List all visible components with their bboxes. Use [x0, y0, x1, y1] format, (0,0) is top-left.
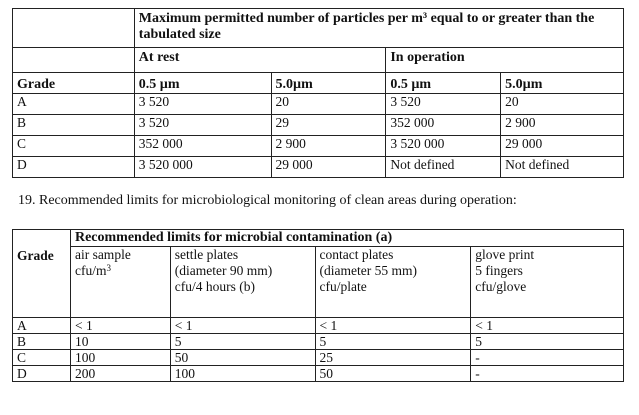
grade-header: Grade: [13, 230, 71, 318]
value-cell: < 1: [170, 318, 315, 334]
value-cell: < 1: [315, 318, 471, 334]
value-cell: 100: [170, 366, 315, 382]
glove-print-header: [471, 247, 624, 318]
value-cell: Not defined: [386, 157, 501, 178]
grade-cell: D: [13, 366, 71, 382]
size-header: 5.0µm: [501, 73, 624, 94]
value-cell: 25: [315, 350, 471, 366]
value-cell: 2 900: [501, 115, 624, 136]
table-row: [13, 136, 624, 157]
glove-print-fingers: 5 fingers: [475, 263, 523, 278]
grade-header: Grade: [13, 73, 135, 94]
table-row: [13, 115, 624, 136]
value-cell: 29 000: [501, 136, 624, 157]
settle-plates-unit: cfu/4 hours (b): [174, 279, 256, 294]
contact-plates-header: [315, 247, 471, 318]
contact-plates-label: contact plates: [319, 247, 394, 262]
table-row: [13, 366, 624, 382]
particle-table-header: Maximum permitted number of particles per m³ equal to or greater than the tabulated size: [134, 9, 623, 48]
microbial-table-header: Recommended limits for microbial contamination (a): [70, 230, 623, 247]
value-cell: 200: [70, 366, 170, 382]
at-rest-header: At rest: [134, 48, 386, 73]
air-sample-unit: cfu/$m^3$: [74, 263, 111, 278]
particle-limits-table: [12, 8, 624, 178]
grade-cell: A: [13, 318, 71, 334]
table-row: [13, 334, 624, 350]
value-cell: 10: [70, 334, 170, 350]
value-cell: < 1: [471, 318, 624, 334]
grade-cell: C: [13, 136, 135, 157]
grade-cell: B: [13, 115, 135, 136]
value-cell: 50: [170, 350, 315, 366]
value-cell: 3 520: [134, 94, 271, 115]
glove-print-label: glove print: [475, 247, 535, 262]
in-operation-header: In operation: [386, 48, 624, 73]
size-header: 5.0µm: [271, 73, 386, 94]
table-row: [13, 94, 624, 115]
value-cell: 100: [70, 350, 170, 366]
value-cell: 3 520 000: [134, 157, 271, 178]
settle-plates-label: settle plates: [174, 247, 239, 262]
value-cell: 20: [501, 94, 624, 115]
contact-plates-unit: cfu/plate: [319, 279, 367, 294]
table-row: [13, 318, 624, 334]
value-cell: 29: [271, 115, 386, 136]
settle-plates-diameter: (diameter 90 mm): [174, 263, 273, 278]
value-cell: 352 000: [386, 115, 501, 136]
value-cell: 352 000: [134, 136, 271, 157]
value-cell: -: [471, 366, 624, 382]
blank-cell: [13, 48, 135, 73]
value-cell: 20: [271, 94, 386, 115]
contact-plates-diameter: (diameter 55 mm): [319, 263, 417, 278]
section-paragraph: 19. Recommended limits for microbiological monitoring of clean areas during operation:: [18, 193, 517, 208]
size-header: 0.5 µm: [134, 73, 271, 94]
corner-cell: [13, 9, 135, 48]
air-sample-label: air sample: [74, 247, 131, 262]
value-cell: 29 000: [271, 157, 386, 178]
grade-cell: B: [13, 334, 71, 350]
microbial-limits-table: [12, 229, 624, 382]
grade-cell: C: [13, 350, 71, 366]
value-cell: 5: [170, 334, 315, 350]
glove-print-unit: cfu/glove: [475, 279, 527, 294]
value-cell: 5: [471, 334, 624, 350]
value-cell: 3 520 000: [386, 136, 501, 157]
value-cell: < 1: [70, 318, 170, 334]
table-row: [13, 350, 624, 366]
value-cell: 2 900: [271, 136, 386, 157]
value-cell: 50: [315, 366, 471, 382]
value-cell: 5: [315, 334, 471, 350]
value-cell: Not defined: [501, 157, 624, 178]
value-cell: 3 520: [134, 115, 271, 136]
value-cell: -: [471, 350, 624, 366]
value-cell: 3 520: [386, 94, 501, 115]
grade-cell: D: [13, 157, 135, 178]
air-sample-header: [70, 247, 170, 318]
size-header: 0.5 µm: [386, 73, 501, 94]
table-row: [13, 157, 624, 178]
grade-cell: A: [13, 94, 135, 115]
settle-plates-header: [170, 247, 315, 318]
